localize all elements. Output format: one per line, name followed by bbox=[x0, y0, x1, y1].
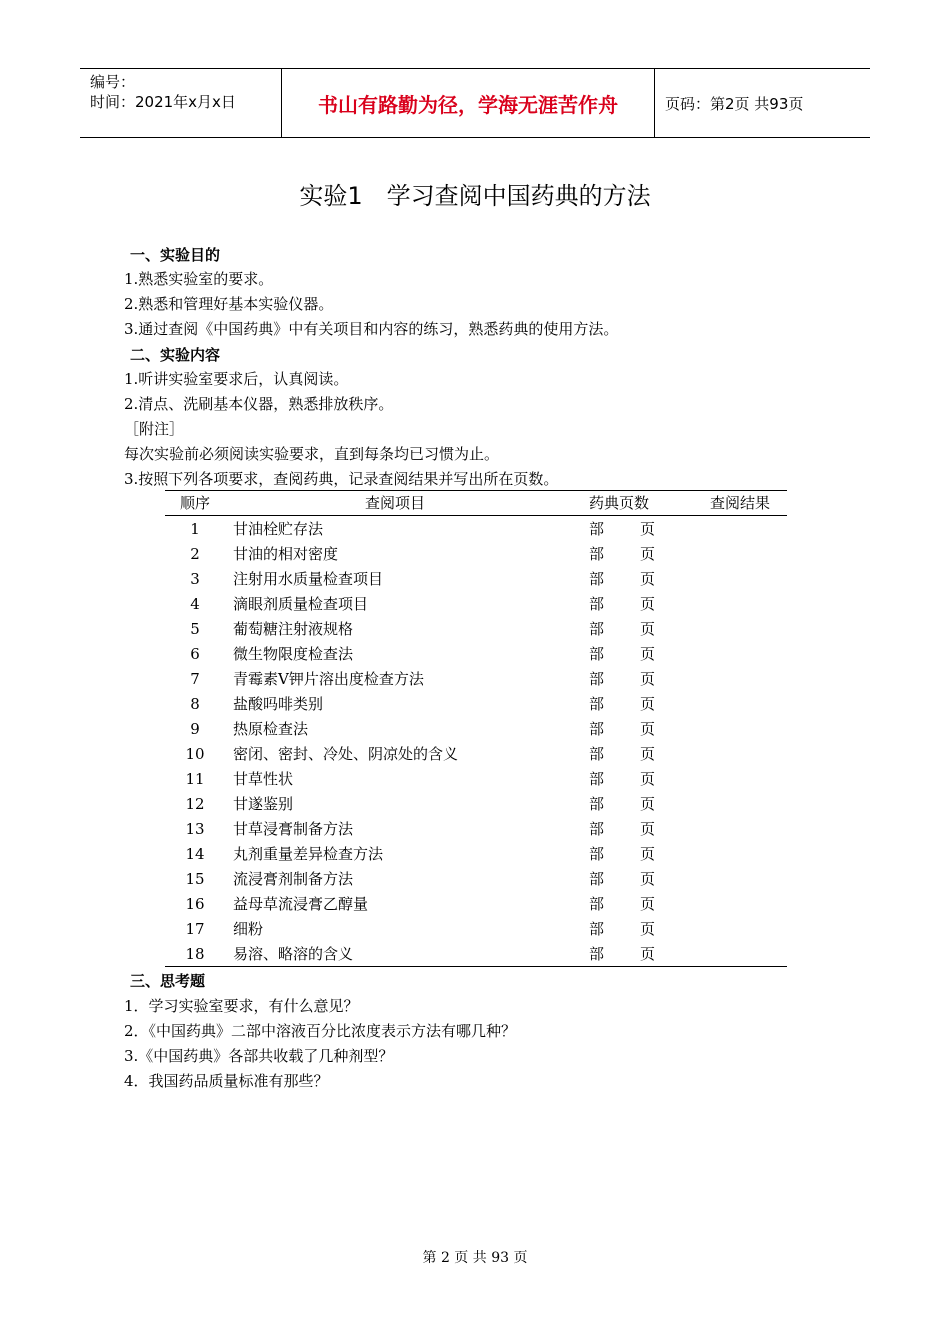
note-text: 每次实验前必须阅读实验要求，直到每条均已习惯为止。 bbox=[124, 445, 500, 463]
purpose-item: 2.熟悉和管理好基本实验仪器。 bbox=[124, 295, 334, 313]
row-number: 16 bbox=[185, 895, 205, 913]
table-row bbox=[165, 667, 787, 692]
table-row bbox=[165, 717, 787, 742]
row-part: 部 bbox=[589, 920, 605, 938]
row-item: 丸剂重量差异检查方法 bbox=[233, 845, 384, 863]
row-number: 12 bbox=[185, 795, 205, 813]
row-item: 微生物限度检查法 bbox=[233, 645, 354, 663]
table-row bbox=[165, 742, 787, 767]
row-part: 部 bbox=[589, 620, 605, 638]
row-number: 5 bbox=[190, 620, 200, 638]
row-page: 页 bbox=[640, 570, 656, 588]
page-info: 页码：第2页 共93页 bbox=[665, 94, 804, 113]
table-row bbox=[165, 592, 787, 617]
page-header bbox=[80, 68, 870, 138]
row-page: 页 bbox=[640, 795, 656, 813]
row-part: 部 bbox=[589, 645, 605, 663]
note-label: ［附注］ bbox=[124, 420, 185, 438]
row-item: 甘油的相对密度 bbox=[233, 545, 339, 563]
row-part: 部 bbox=[589, 720, 605, 738]
row-number: 8 bbox=[190, 695, 200, 713]
table-row bbox=[165, 517, 787, 542]
page-footer: 第 2 页 共 93 页 bbox=[422, 1250, 528, 1266]
row-page: 页 bbox=[640, 820, 656, 838]
table-row bbox=[165, 817, 787, 842]
row-number: 13 bbox=[185, 820, 205, 838]
row-item: 甘油栓贮存法 bbox=[233, 520, 324, 538]
row-part: 部 bbox=[589, 870, 605, 888]
row-item: 注射用水质量检查项目 bbox=[233, 570, 384, 588]
header-order: 顺序 bbox=[179, 494, 210, 512]
page-title: 实验1 学习查阅中国药典的方法 bbox=[299, 182, 651, 210]
header-result: 查阅结果 bbox=[709, 494, 770, 512]
content-item: 1.听讲实验室要求后，认真阅读。 bbox=[124, 370, 349, 388]
row-page: 页 bbox=[640, 620, 656, 638]
row-page: 页 bbox=[640, 670, 656, 688]
table-row bbox=[165, 842, 787, 867]
row-page: 页 bbox=[640, 695, 656, 713]
row-part: 部 bbox=[589, 795, 605, 813]
row-page: 页 bbox=[640, 895, 656, 913]
row-page: 页 bbox=[640, 720, 656, 738]
row-number: 3 bbox=[190, 570, 200, 588]
row-part: 部 bbox=[589, 845, 605, 863]
row-page: 页 bbox=[640, 770, 656, 788]
row-item: 甘遂鉴别 bbox=[233, 795, 294, 813]
table-header-row bbox=[165, 491, 787, 516]
time-label: 时间：2021年x月x日 bbox=[90, 93, 236, 111]
table-row bbox=[165, 542, 787, 567]
content-item: 2.清点、洗刷基本仪器，熟悉排放秩序。 bbox=[124, 395, 394, 413]
row-number: 15 bbox=[185, 870, 205, 888]
row-part: 部 bbox=[589, 670, 605, 688]
row-item: 细粉 bbox=[233, 920, 264, 938]
row-page: 页 bbox=[640, 595, 656, 613]
table-row bbox=[165, 767, 787, 792]
row-part: 部 bbox=[589, 770, 605, 788]
row-item: 益母草流浸膏乙醇量 bbox=[233, 895, 369, 913]
purpose-item: 3.通过查阅《中国药典》中有关项目和内容的练习，熟悉药典的使用方法。 bbox=[124, 320, 619, 338]
row-item: 流浸膏剂制备方法 bbox=[233, 870, 354, 888]
table-row bbox=[165, 567, 787, 592]
content-item: 3.按照下列各项要求，查阅药典，记录查阅结果并写出所在页数。 bbox=[124, 470, 559, 488]
row-number: 14 bbox=[185, 845, 205, 863]
table-row bbox=[165, 642, 787, 667]
row-part: 部 bbox=[589, 745, 605, 763]
row-item: 葡萄糖注射液规格 bbox=[233, 620, 354, 638]
table-row bbox=[165, 892, 787, 917]
table-row bbox=[165, 942, 787, 967]
table-row bbox=[165, 692, 787, 717]
row-page: 页 bbox=[640, 545, 656, 563]
row-page: 页 bbox=[640, 520, 656, 538]
question-item: 2．《中国药典》二部中溶液百分比浓度表示方法有哪几种？ bbox=[124, 1022, 517, 1040]
row-page: 页 bbox=[640, 745, 656, 763]
row-number: 4 bbox=[190, 595, 200, 613]
row-part: 部 bbox=[589, 945, 605, 963]
header-pages: 药典页数 bbox=[589, 494, 650, 512]
row-part: 部 bbox=[589, 895, 605, 913]
row-page: 页 bbox=[640, 870, 656, 888]
row-page: 页 bbox=[640, 645, 656, 663]
row-number: 9 bbox=[190, 720, 200, 738]
section-title-content: 二、实验内容 bbox=[130, 346, 221, 364]
row-item: 热原检查法 bbox=[233, 720, 309, 738]
section-title-questions: 三、思考题 bbox=[130, 972, 206, 990]
row-number: 6 bbox=[190, 645, 200, 663]
row-number: 1 bbox=[190, 520, 200, 538]
row-item: 甘草浸膏制备方法 bbox=[233, 820, 354, 838]
question-item: 3.《中国药典》各部共收载了几种剂型？ bbox=[124, 1047, 394, 1065]
table-row bbox=[165, 867, 787, 892]
row-item: 滴眼剂质量检查项目 bbox=[233, 595, 369, 613]
row-part: 部 bbox=[589, 545, 605, 563]
question-item: 1．学习实验室要求，有什么意见？ bbox=[124, 997, 359, 1015]
row-page: 页 bbox=[640, 845, 656, 863]
row-number: 10 bbox=[185, 745, 205, 763]
row-item: 易溶、略溶的含义 bbox=[233, 945, 354, 963]
row-part: 部 bbox=[589, 520, 605, 538]
table-row bbox=[165, 792, 787, 817]
row-number: 7 bbox=[190, 670, 200, 688]
row-page: 页 bbox=[640, 945, 656, 963]
row-number: 2 bbox=[190, 545, 200, 563]
row-page: 页 bbox=[640, 920, 656, 938]
section-title-purpose: 一、实验目的 bbox=[130, 246, 221, 264]
number-label: 编号： bbox=[90, 73, 136, 91]
row-item: 密闭、密封、冷处、阴凉处的含义 bbox=[233, 745, 459, 763]
row-part: 部 bbox=[589, 570, 605, 588]
table-row bbox=[165, 617, 787, 642]
question-item: 4．我国药品质量标准有那些？ bbox=[124, 1072, 329, 1090]
row-item: 甘草性状 bbox=[233, 770, 294, 788]
row-item: 盐酸吗啡类别 bbox=[233, 695, 324, 713]
purpose-item: 1.熟悉实验室的要求。 bbox=[124, 270, 274, 288]
row-part: 部 bbox=[589, 695, 605, 713]
header-left-cell bbox=[80, 69, 282, 137]
row-number: 18 bbox=[185, 945, 205, 963]
table-row bbox=[165, 917, 787, 942]
row-number: 11 bbox=[185, 770, 205, 788]
row-number: 17 bbox=[185, 920, 205, 938]
row-item: 青霉素V钾片溶出度检查方法 bbox=[233, 670, 424, 688]
motto-text: 书山有路勤为径，学海无涯苦作舟 bbox=[282, 69, 655, 137]
header-item: 查阅项目 bbox=[365, 494, 426, 512]
row-part: 部 bbox=[589, 595, 605, 613]
row-part: 部 bbox=[589, 820, 605, 838]
